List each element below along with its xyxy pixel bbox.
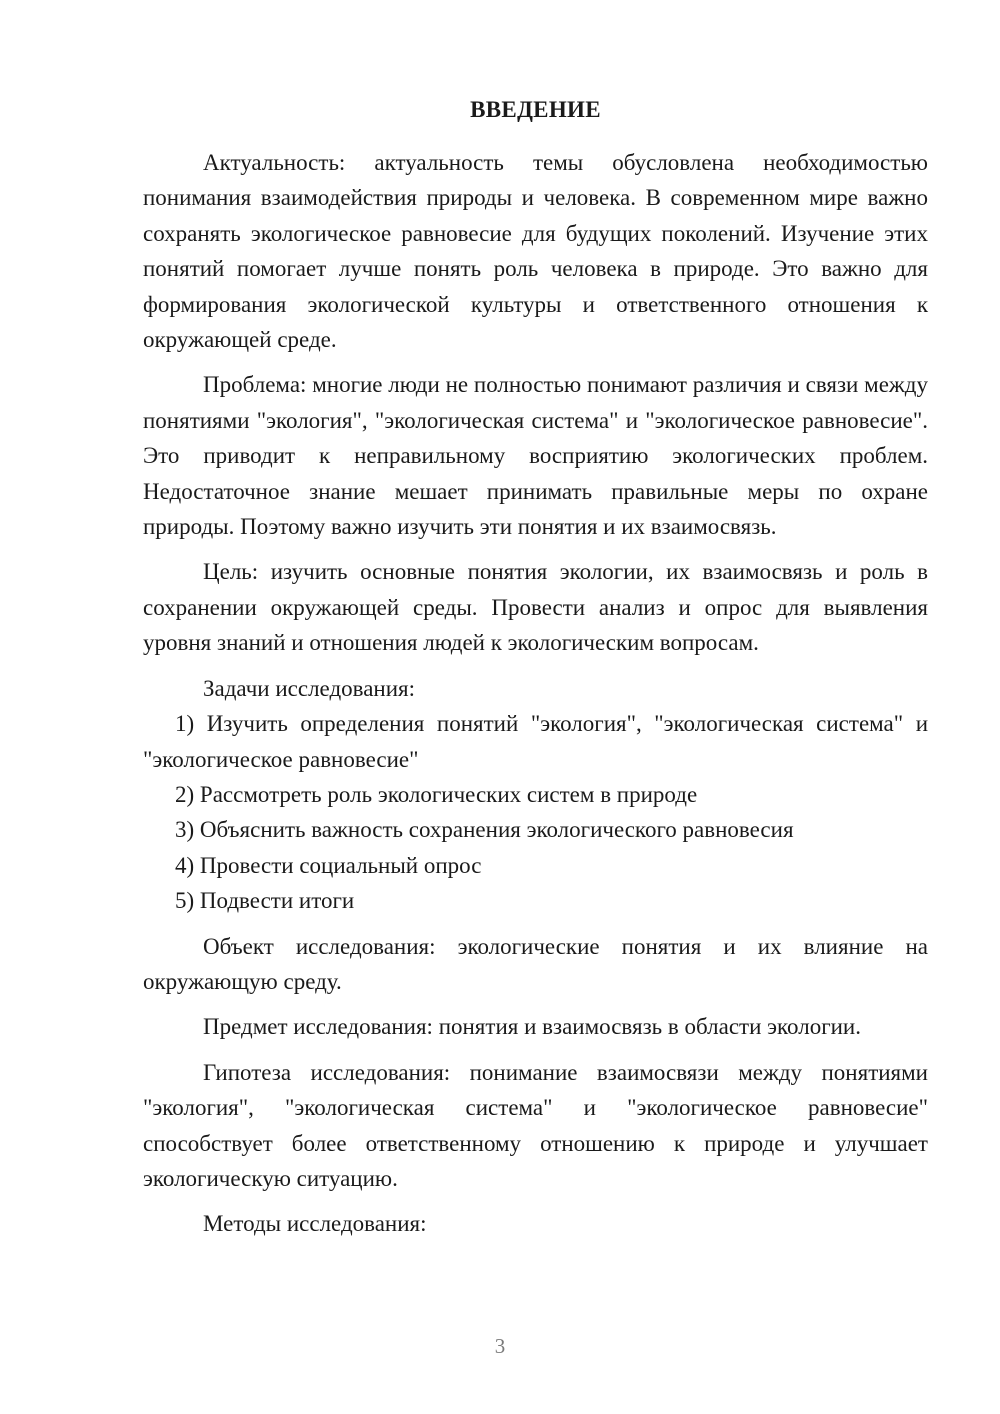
task-item-3: 3) Объяснить важность сохранения экологического равновесия [175, 817, 794, 843]
page-body [143, 96, 928, 1242]
problem-paragraph: Проблема: многие люди не полностью понимают различия и связи между понятиями "экология", "экологическая система" и "экологическое равновесие". Это приводит к неправильному восприятию экологических проблем. Недостаточное знание мешает принимать правильные меры по охране природы. Поэтому важно изучить эти понятия и их взаимосвязь. [143, 372, 928, 540]
object-paragraph: Объект исследования: экологические понятия и их влияние на окружающую среду. [143, 933, 928, 994]
page-title: ВВЕДЕНИЕ [470, 97, 601, 122]
goal-paragraph: Цель: изучить основные понятия экологии, их взаимосвязь и роль в сохранении окружающей среды. Провести анализ и опрос для выявления уровня знаний и отношения людей к экологическим вопросам. [143, 559, 928, 656]
page-number: 3 [494, 1334, 506, 1358]
task-item-5: 5) Подвести итоги [175, 888, 355, 914]
task-item-1: 1) Изучить определения понятий "экология", "экологическая система" и "экологическое равновесие" [143, 711, 928, 772]
subject-paragraph: Предмет исследования: понятия и взаимосвязь в области экологии. [203, 1014, 861, 1040]
relevance-paragraph: Актуальность: актуальность темы обусловлена необходимостью понимания взаимодействия природы и человека. В современном мире важно сохранять экологическое равновесие для будущих поколений. Изучение этих понятий помогает лучше понять роль человека в природе. Это важно для формирования экологической культуры и ответственного отношения к окружающей среде. [143, 150, 928, 353]
methods-heading: Методы исследования: [203, 1211, 427, 1237]
hypothesis-paragraph: Гипотеза исследования: понимание взаимосвязи между понятиями "экология", "экологическая система" и "экологическое равновесие" способствует более ответственному отношению к природе и улучшает экологическую ситуацию. [143, 1059, 928, 1191]
tasks-heading: Задачи исследования: [203, 675, 416, 701]
task-item-2: 2) Рассмотреть роль экологических систем в природе [175, 781, 698, 807]
task-item-4: 4) Провести социальный опрос [175, 852, 482, 878]
